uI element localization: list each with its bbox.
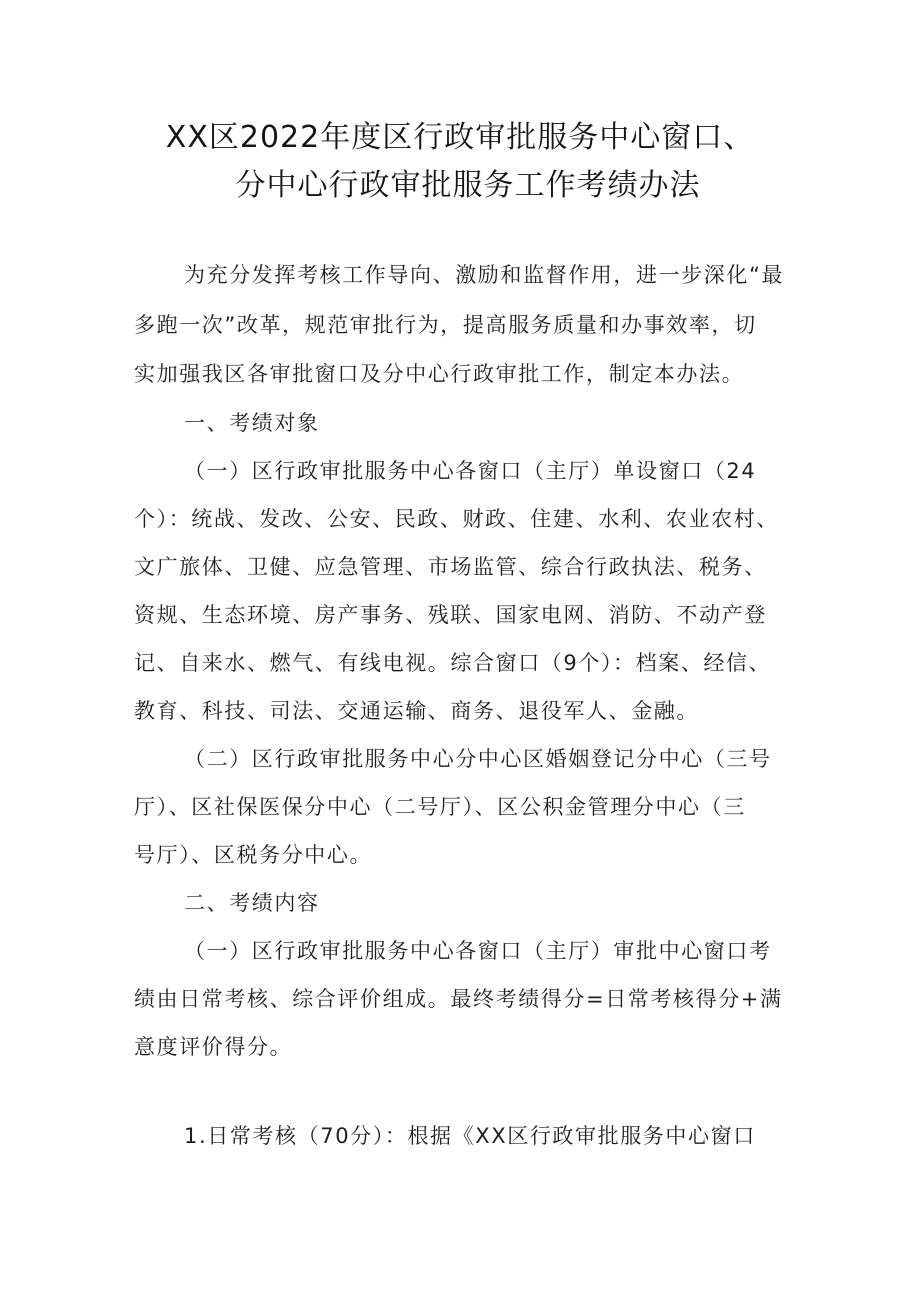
section-2-item-1-line: 绩由日常考核、综合评价组成。最终考绩得分=日常考核得分+满 [134,987,783,1011]
section-1-item-2-line: （二）区行政审批服务中心分中心区婚姻登记分中心（三号 [184,747,772,771]
section-1-heading: 一、考绩对象 [184,411,320,435]
section-1-item-2-line: 厅）、区社保医保分中心（二号厅）、区公积金管理分中心（三 [134,795,746,819]
intro-paragraph-line: 实加强我区各审批窗口及分中心行政审批工作，制定本办法。 [134,362,745,386]
section-1-item-1-line: 教育、科技、司法、交通运输、商务、退役军人、金融。 [134,699,699,723]
section-1-item-1-line: （一）区行政审批服务中心各窗口（主厅）单设窗口（24 [184,459,757,483]
section-2-item-1-line: （一）区行政审批服务中心各窗口（主厅）审批中心窗口考 [184,939,772,963]
section-2-item-1-line: 意度评价得分。 [134,1035,293,1059]
intro-paragraph-line: 多跑一次”改革，规范审批行为，提高服务质量和办事效率，切 [134,313,757,337]
section-1-item-1-line: 个）：统战、发改、公安、民政、财政、住建、水利、农业农村、 [134,507,779,531]
section-2-point-1-line: 1.日常考核（70分）：根据《XX区行政审批服务中心窗口 [184,1124,756,1148]
section-1-item-1-line: 文广旅体、卫健、应急管理、市场监管、综合行政执法、税务、 [134,555,767,579]
intro-paragraph-line: 为充分发挥考核工作导向、激励和监督作用，进一步深化“最 [184,263,785,287]
document-title-line-1: XX区2022年度区行政审批服务中心窗口、 [165,120,755,155]
section-1-item-2-line: 号厅）、区税务分中心。 [134,843,373,867]
section-1-item-1-line: 资规、生态环境、房产事务、残联、国家电网、消防、不动产登 [134,603,767,627]
section-1-item-1-line: 记、自来水、燃气、有线电视。综合窗口（9个）：档案、经信、 [134,651,772,675]
document-title-line-2: 分中心行政审批服务工作考绩办法 [235,168,701,203]
section-2-heading: 二、考绩内容 [184,891,320,915]
